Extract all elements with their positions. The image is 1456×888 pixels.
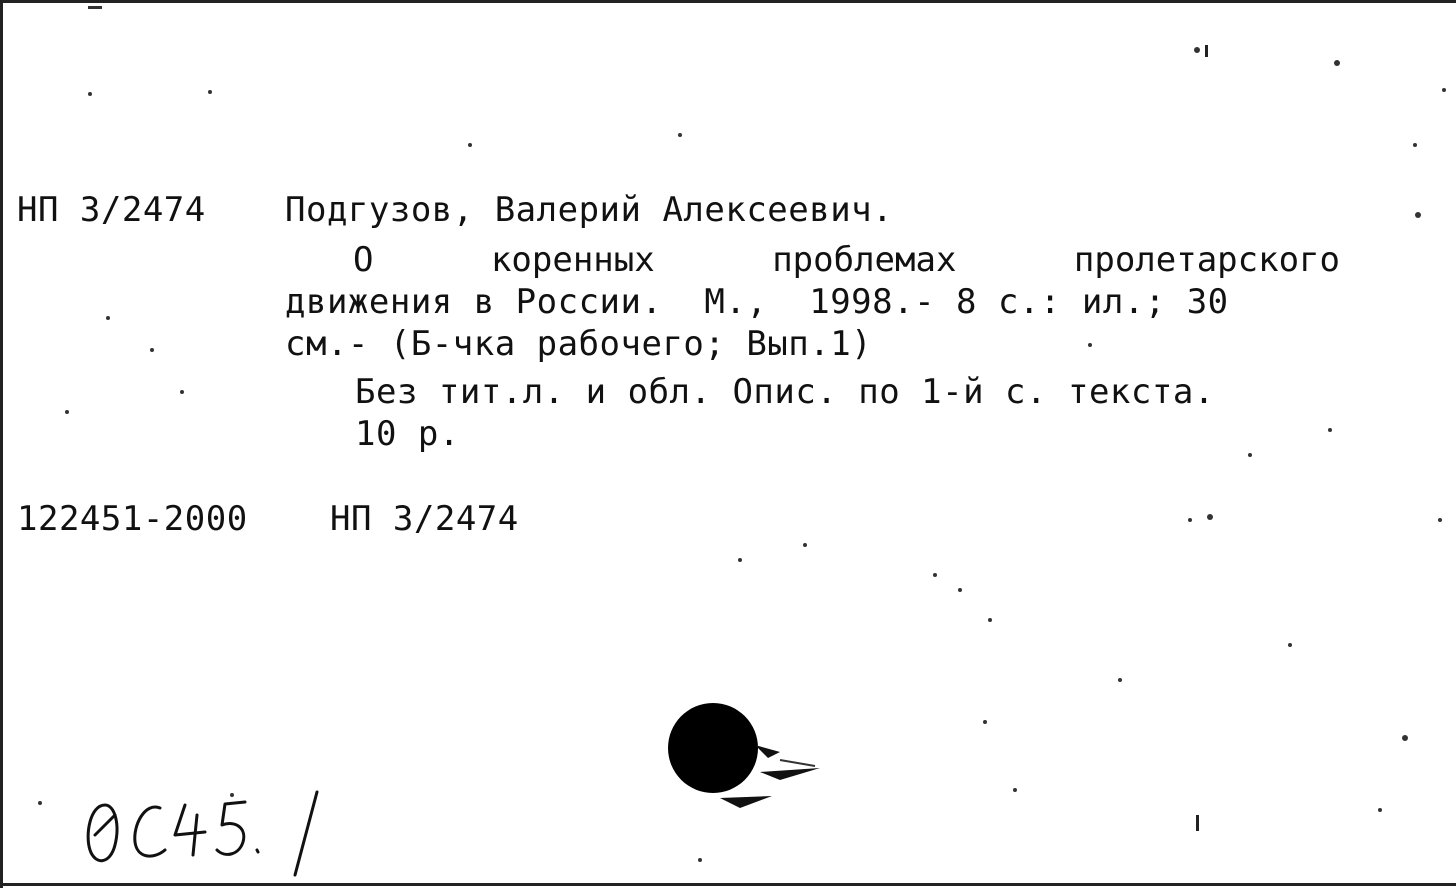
title-word: проблемах [772,240,957,280]
shelf-mark: НП 3/2474 [17,190,206,230]
handwritten-classification-code [75,780,355,880]
title-word: коренных [490,240,655,280]
price: 10 р. [355,414,460,454]
description-note: Без тит.л. и обл. Опис. по 1-й с. текста. [355,372,1215,412]
title-word: пролетарского [1073,240,1340,280]
author-heading: Подгузов, Валерий Алексеевич. [285,190,894,230]
series-line: см.- (Б-чка рабочего; Вып.1) [285,324,873,364]
record-number: 122451-2000 [17,499,248,539]
shelf-mark-bottom: НП 3/2474 [330,499,519,539]
title-line-1 [353,238,1340,283]
punch-hole-mark [660,700,830,820]
title-word: О [353,240,374,280]
title-line-2: движения в России. М., 1998.- 8 с.: ил.; 30 [285,282,1229,322]
